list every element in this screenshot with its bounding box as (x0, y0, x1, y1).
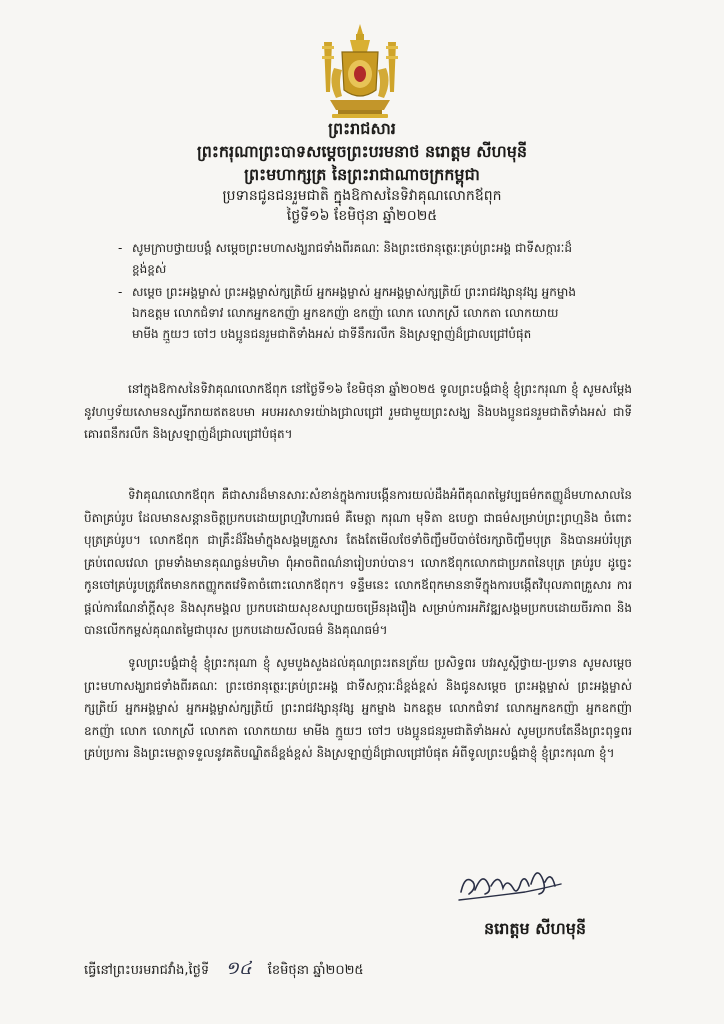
body-paragraph: នៅក្នុងឱកាសនៃទិវាគុណលោកឪពុក នៅថ្ងៃទី១៦ ខែមិថុនា ឆ្នាំ២០២៥ ទូលព្រះបង្គំជាខ្ញុំ ខ្ញុំព្រះករុណា ខ្ញុំ សូមសម្តែងនូវហឫទ័យសោមនស្សរីករាយឥតឧបមា អបអរសាទរយ៉ាងជ្រាលជ្រៅ រួមជាមួយព្រះសង្ឃ និងបងប្អូនជនរួមជាតិទាំងអស់ ជាទីគោរពនឹករលឹក និងស្រឡាញ់ដ៏ជ្រាលជ្រៅបំផុត។ (84, 382, 632, 441)
issue-dateline (84, 956, 644, 983)
dateline-day: ១៤ (225, 958, 252, 979)
sender-title: ព្រះករុណាព្រះបាទសម្តេចព្រះបរមនាថ នរោត្តម សីហមុនី (196, 142, 528, 161)
sender-subtitle: ព្រះមហាក្សត្រ នៃព្រះរាជាណាចក្រកម្ពុជា (244, 165, 480, 184)
royal-coat-of-arms-icon (312, 22, 408, 122)
dateline-suffix: ខែមិថុនា ឆ្នាំ២០២៥ (267, 963, 364, 978)
document-title: ព្រះរាជសារ (328, 119, 396, 138)
occasion-date: ថ្ងៃទី១៦ ខែមិថុនា ឆ្នាំ២០២៥ (286, 208, 438, 224)
occasion-line: ប្រទានជូនជនរួមជាតិ ក្នុងឱកាសនៃទិវាគុណលោកឪពុក (222, 188, 502, 204)
body-paragraph: ទិវាគុណលោកឪពុក គឺជាសារដ៏មានសារៈសំខាន់ក្នុងការបង្កើនការយល់ដឹងអំពីគុណតម្លៃវប្បធម៌កតញ្ញូដ៏មហាសាលនៃបិតាគ្រប់រូប ដែលមានសន្តានចិត្តប្រកបដោយព្រហ្មវិហារធម៌ គឺមេត្តា ករុណា មុទិតា ឧបេក្ខា ជាធម៌សម្រាប់ព្រះព្រហ្មនិង ចំពោះបុត្រគ្រប់រូប។ លោកឪពុក ជាគ្រឹះដ៏រឹងមាំក្នុងសង្គមគ្រួសារ តែងតែមើលថែទាំចិញ្ចឹមបីបាច់ថែរក្សាចិញ្ចឹមបុត្រ និងបានអប់រំបុត្រគ្រប់ពេលវេលា ព្រមទាំងមានគុណធ្ងន់មហិមា ពុំអាចពិពណ៌នារៀបរាប់បាន។ លោកឪពុកលោកជាប្រភពនៃបុត្រ គ្រប់រូប ដូច្នេះកូនចៅគ្រប់រូបត្រូវតែមានកតញ្ញូកតវេទិតាចំពោះលោកឪពុក។ ទន្ទឹមនេះ លោកឪពុកមាននាទីក្នុងការបង្កើតវិបុលភាពគ្រួសារ ការផ្តល់ការណែនាំក្តីសុខ និងសុភមង្គល ប្រកបដោយសុខសប្បាយចម្រើនរុងរឿង សម្រាប់ការអភិវឌ្ឍសង្គមប្រកបដោយចីរភាព និងបានលើកកម្ពស់គុណតម្លៃជាបុរស ប្រកបដោយសីលធម៌ និងគុណធម៌។ (84, 488, 632, 637)
salutation-item: - សម្តេច ព្រះអង្គម្ចាស់ ព្រះអង្គម្ចាស់ក្សត្រិយ៍ អ្នកអង្គម្ចាស់ អ្នកអង្គម្ចាស់ក្សត្រិយ៍ ព្រះរាជវង្សានុវង្ស អ្នកម្នាង ឯកឧត្តម លោកជំទាវ លោកអ្នកឧកញ៉ា អ្នកឧកញ៉ា ឧកញ៉ា លោក លោកស្រី លោកតា លោកយាយ មាមីង ក្មួយៗ ចៅៗ បងប្អូនជនរួមជាតិទាំងអស់ ជាទីនឹករលឹក និងស្រឡាញ់ដ៏ជ្រាលជ្រៅបំផុត (118, 282, 588, 345)
signer-name: នរោត្តម សីហមុនី (483, 919, 587, 938)
handwritten-signature (455, 852, 565, 910)
body-paragraph: ទូលព្រះបង្គំជាខ្ញុំ ខ្ញុំព្រះករុណា ខ្ញុំ សូមបួងសួងដល់គុណព្រះរតនត្រ័យ ប្រសិទ្ធពរ បវរសួស្តីថ្វាយ-ប្រទាន សូមសម្តេចព្រះមហាសង្ឃរាជទាំងពីរគណៈ ព្រះថេរានុត្ថេរៈគ្រប់ព្រះអង្គ ជាទីសក្ការៈដ៏ខ្ពង់ខ្ពស់ និងជូនសម្តេច ព្រះអង្គម្ចាស់ ព្រះអង្គម្ចាស់ក្សត្រិយ៍ អ្នកអង្គម្ចាស់ អ្នកអង្គម្ចាស់ក្សត្រិយ៍ ព្រះរាជវង្សានុវង្ស អ្នកម្នាង ឯកឧត្តម លោកជំទាវ លោកអ្នកឧកញ៉ា អ្នកឧកញ៉ា ឧកញ៉ា លោក លោកស្រី លោកតា លោកយាយ មាមីង ក្មួយៗ ចៅៗ បងប្អូនជនរួមជាតិទាំងអស់ សូមប្រកបតែនឹងព្រះពុទ្ធពរគ្រប់ប្រការ និងព្រះមេត្តាទទួលនូវគតិបណ្ឌិតដ៏ខ្ពង់ខ្ពស់ និងស្រឡាញ់ដ៏ជ្រាលជ្រៅបំផុត អំពីទូលព្រះបង្គំជាខ្ញុំ ខ្ញុំព្រះករុណា ខ្ញុំ។ (84, 656, 632, 760)
salutation-list (118, 238, 588, 347)
salutation-item: - សូមក្រាបថ្វាយបង្គំ សម្តេចព្រះមហាសង្ឃរាជទាំងពីរគណៈ និងព្រះថេរានុត្ថេរៈគ្រប់ព្រះអង្គ ជាទីសក្ការៈដ៏ខ្ពង់ខ្ពស់ (118, 238, 588, 280)
dateline-prefix: ធ្វើនៅព្រះបរមរាជវាំង,ថ្ងៃទី (84, 963, 210, 978)
